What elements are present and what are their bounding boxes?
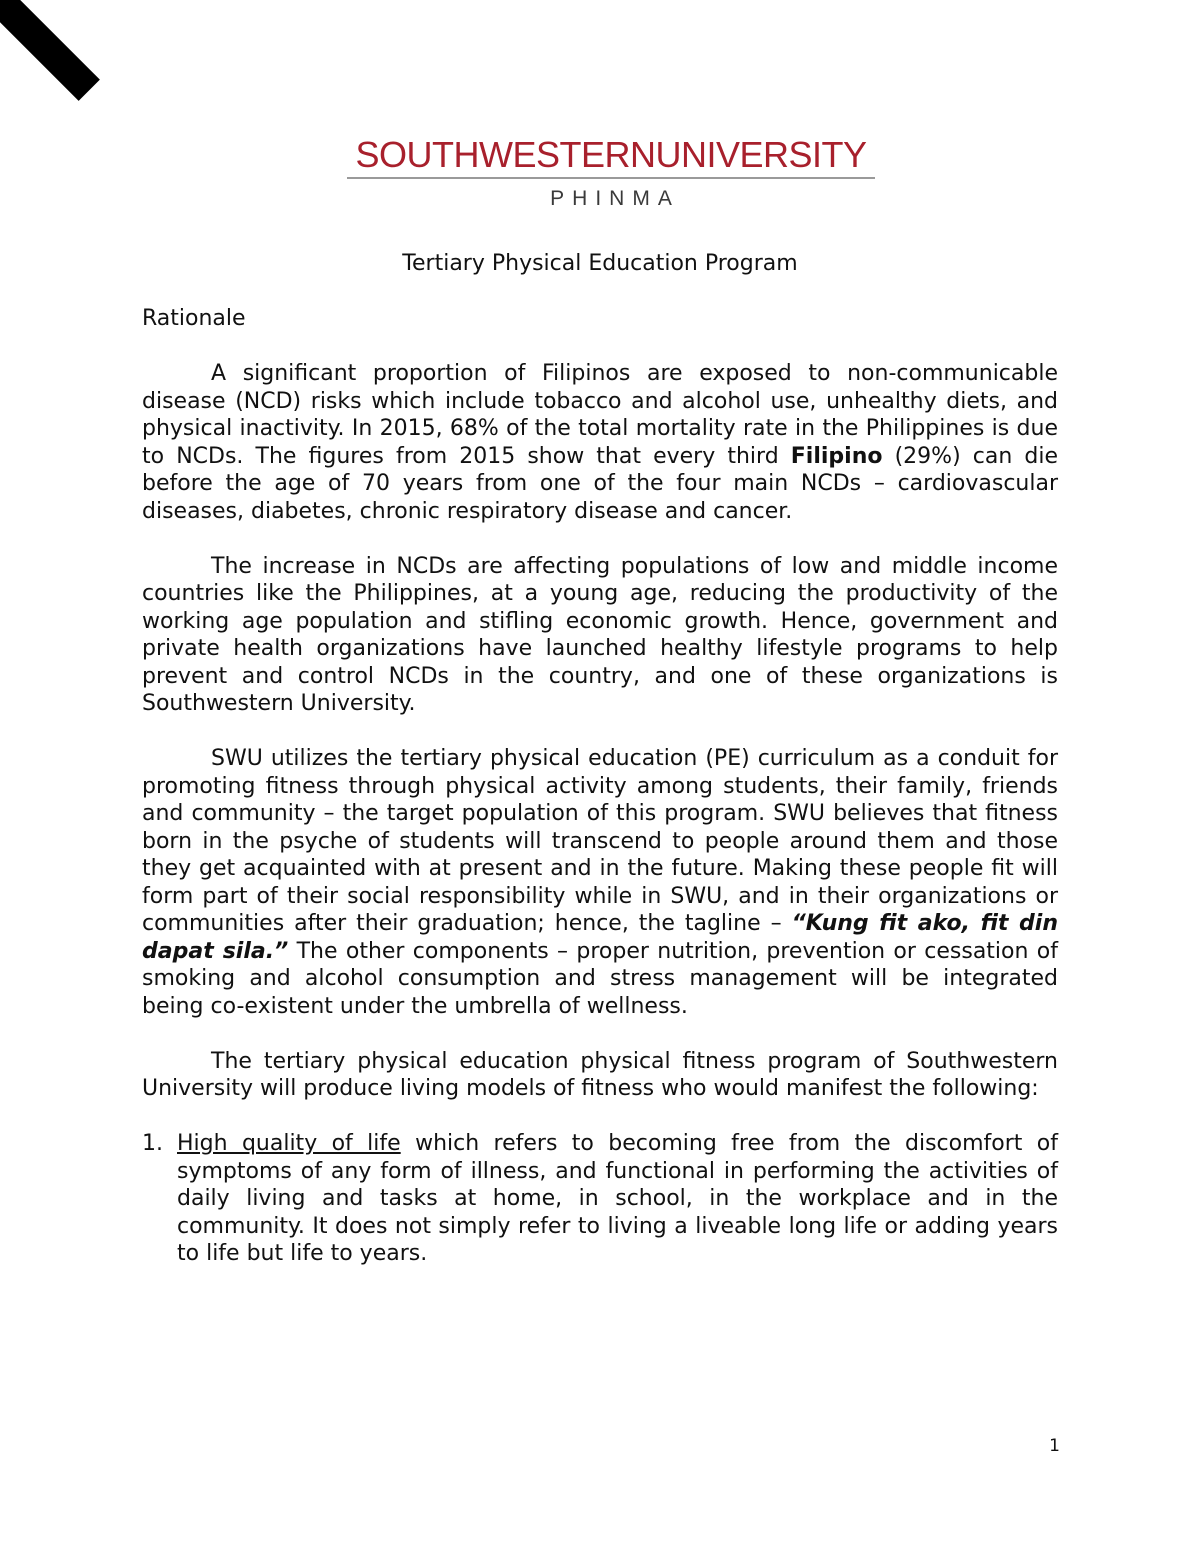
list-number: 1. [142, 1131, 163, 1156]
corner-mark [0, 0, 100, 101]
paragraph-text: SWU utilizes the tertiary physical education (PE) curriculum as a conduit for promoting fitness through physical activity among students, their family, friends and community – the target population of this program. SWU believes that fitness born in the psyche of students will transcend to people around them and those they get acquainted with at present and in the future. Making these people fit will form part of their social responsibility while in SWU, and in their organizations or communities after their graduation; hence, the tagline – [142, 746, 1058, 936]
logo-subtitle: PHINMA [550, 187, 680, 210]
document-title: Tertiary Physical Education Program [402, 251, 798, 276]
paragraph-program-outcomes: The tertiary physical education physical fitness program of Southwestern University will produce living models of fitness who would manifest the following: [142, 1048, 1058, 1101]
logo-divider [347, 177, 875, 179]
paragraph-ncd-risks [142, 360, 1058, 525]
university-logo [347, 136, 875, 211]
paragraph-text: A significant proportion of Filipinos are exposed to non-communicable disease (NCD) risks which include tobacco and alcohol use, unhealthy diets, and physical inactivity. In 2015, 68% of the total mortality rate in the Philippines is due to NCDs. The figures from 2015 show that every third [142, 361, 1058, 469]
list-term: High quality of life [177, 1131, 401, 1156]
list-text: which refers to becoming free from the discomfort of symptoms of any form of illness, and functional in performing the activities of daily living and tasks at home, in school, in the workplace and in the community. It does not simply refer to living a liveable long life or adding years to life but life to years. [177, 1131, 1058, 1266]
page-number: 1 [1049, 1436, 1060, 1456]
logo-name: SOUTHWESTERNUNIVERSITY [355, 134, 867, 175]
outcomes-list [142, 1130, 1058, 1268]
paragraph-text: The other components – proper nutrition, prevention or cessation of smoking and alcohol consumption and stress management will be integrated being co-existent under the umbrella of wellness. [142, 938, 1058, 1019]
section-heading-rationale: Rationale [142, 306, 246, 331]
paragraph-text: (29%) can die before the age of 70 years from one of the four main NCDs – cardiovascular diseases, diabetes, chronic respiratory disease and cancer. [142, 443, 1058, 524]
bold-text: Filipino [790, 443, 883, 469]
tagline: “Kung fit ako, fit din dapat sila.” [142, 911, 1058, 964]
paragraph-ncd-increase: The increase in NCDs are affecting populations of low and middle income countries like the Philippines, at a young age, reducing the productivity of the working age population and stifling economic growth. Hence, government and private health organizations have launched healthy lifestyle programs to help prevent and control NCDs in the country, and one of these organizations is Southwestern University. [142, 553, 1058, 716]
document-body [142, 250, 1058, 1268]
paragraph-swu-curriculum [142, 745, 1058, 1020]
list-item [142, 1130, 1058, 1268]
